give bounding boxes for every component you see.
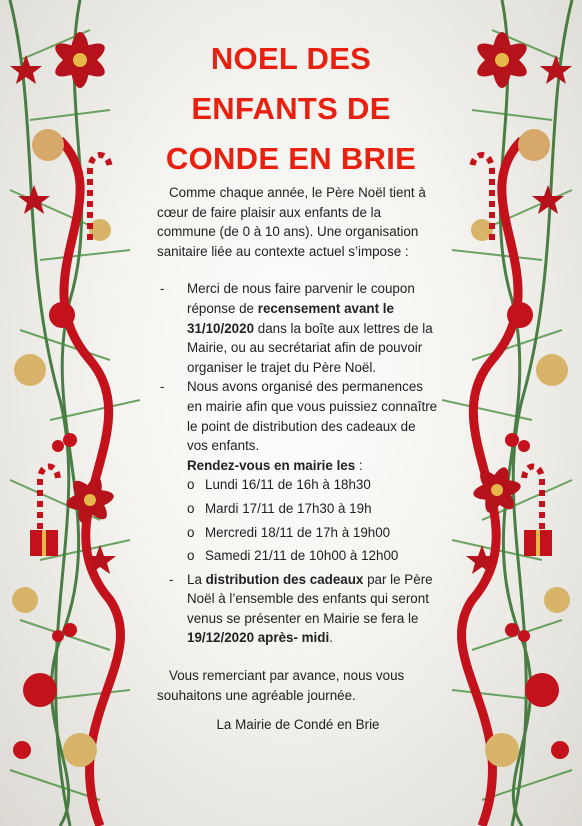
title-line: CONDE EN BRIE: [165, 141, 417, 176]
closing-paragraph: Vous remerciant par avance, nous vous souhaitons une agréable journée.: [157, 668, 405, 703]
bullet-marker: -: [169, 571, 174, 587]
poinsettia: [51, 32, 109, 88]
title-line: ENFANTS DE: [191, 91, 391, 126]
intro-paragraph: Comme chaque année, le Père Noël tient à cœur de faire plaisir aux enfants de la commune (de 0 à 10 ans). Une organisation sanitaire liée au contexte actuel s’impose :: [157, 185, 426, 259]
date-text: Mardi 17/11 de 17h30 à 19h: [205, 500, 372, 516]
bullet-text: .: [329, 630, 333, 646]
bullet-text: par le Père Noël à l’ensemble des enfants qui seront venus se présenter en Mairie se fera le: [187, 571, 433, 626]
date-text: Samedi 21/11 de 10h00 à 12h00: [205, 548, 399, 564]
date-marker: o: [187, 500, 195, 516]
title-line: NOEL DES: [210, 41, 372, 76]
bullet-text: Nous avons organisé des permanences en mairie afin que vous puissiez connaître le point de distribution des cadeaux de vos enfants.: [187, 379, 438, 454]
signature: La Mairie de Condé en Brie: [216, 717, 380, 733]
bullet-census: [157, 279, 439, 377]
date-marker: o: [187, 477, 195, 493]
date-list: [187, 475, 439, 565]
bullet-text: La: [187, 571, 206, 587]
bullet-text: dans la boîte aux lettres de la Mairie, ou au secrétariat afin de pouvoir organiser le trajet du Père Noël.: [187, 320, 433, 375]
bullet-bold: recensement avant le 31/10/2020: [187, 300, 394, 336]
bullet-bold: 19/12/2020 après- midi: [187, 630, 330, 646]
date-item: [187, 546, 439, 566]
appointment-colon: :: [355, 457, 363, 473]
date-text: Lundi 16/11 de 16h à 18h30: [205, 477, 371, 493]
date-text: Mercredi 18/11 de 17h à 19h00: [205, 524, 391, 540]
letter-body: [157, 183, 439, 735]
appointment-bold: Rendez-vous en mairie les: [187, 457, 356, 473]
bullet-text: Merci de nous faire parvenir le coupon réponse de: [187, 281, 415, 316]
date-marker: o: [187, 524, 195, 540]
bullet-permanences: [157, 377, 439, 455]
bullet-bold: distribution des cadeaux: [205, 571, 364, 587]
baubles: [13, 129, 77, 759]
date-item: [187, 523, 439, 543]
poinsettia: [65, 474, 115, 525]
date-item: [187, 475, 439, 495]
date-marker: o: [187, 548, 195, 564]
bullet-distribution: [157, 570, 439, 648]
bullet-marker: -: [160, 379, 165, 395]
date-item: [187, 499, 439, 519]
bullet-marker: -: [160, 281, 165, 297]
page-title: [120, 34, 462, 184]
appointment-heading: [157, 456, 439, 476]
